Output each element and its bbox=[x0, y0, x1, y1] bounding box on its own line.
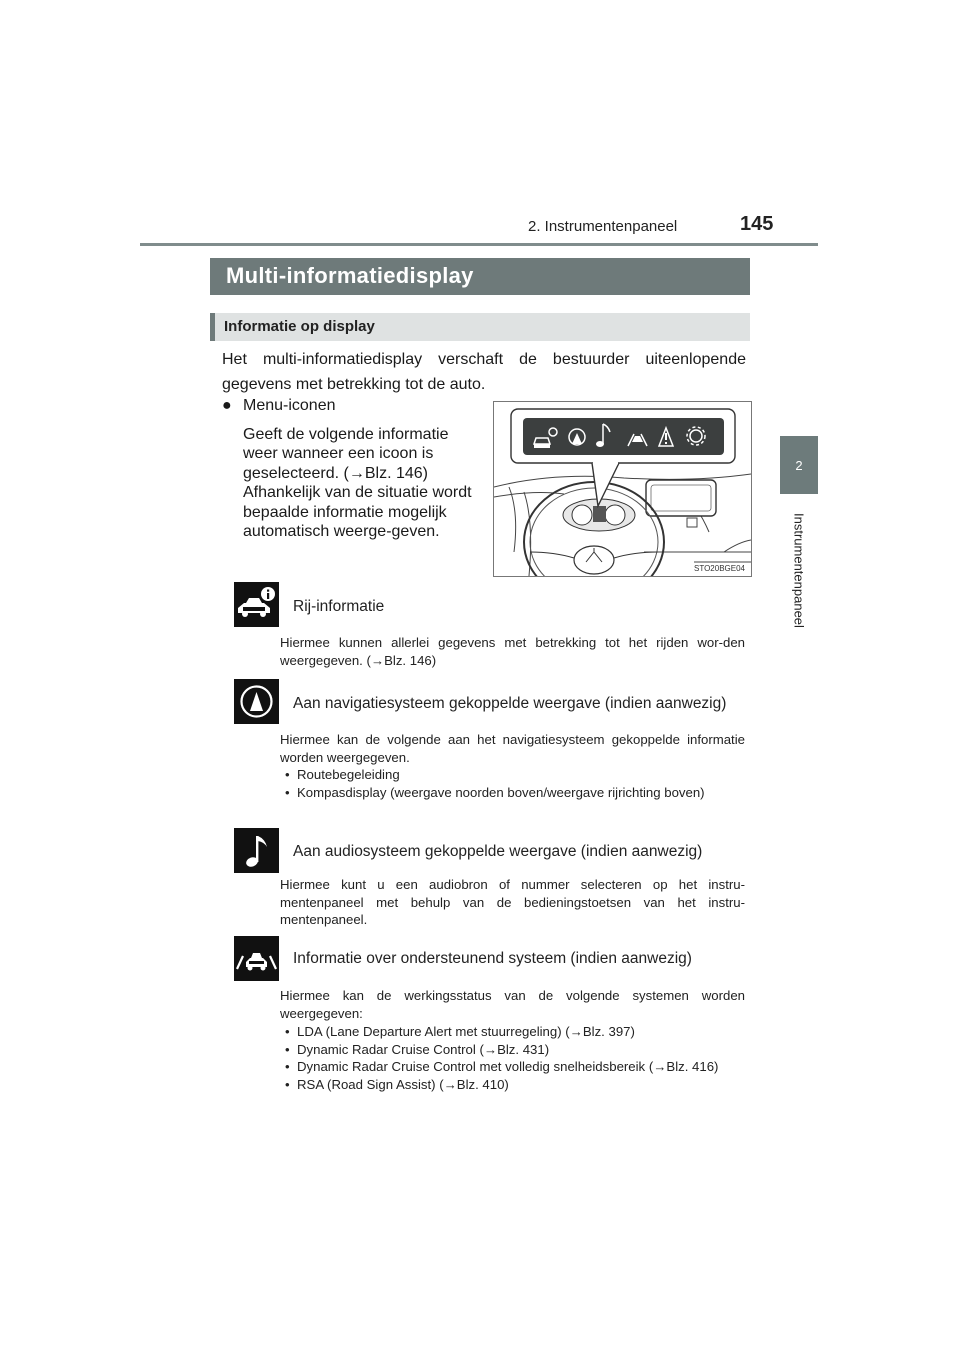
chapter-side-label bbox=[777, 505, 821, 635]
music-note-icon bbox=[234, 828, 279, 873]
chapter-tab-number: 2 bbox=[795, 457, 803, 473]
intro-paragraph: Het multi-informatiedisplay verschaft de bestuurder uiteenlopende gegevens met betrekking tot de auto. bbox=[222, 351, 746, 393]
chapter-side-label-text: Instrumentenpaneel bbox=[791, 512, 807, 628]
menu-desc-driving-support: Hiermee kan de werkingsstatus van de volgende systemen worden weergegeven: bbox=[280, 988, 745, 1021]
dashboard-drawing bbox=[494, 402, 751, 576]
subsection-title-bar bbox=[210, 313, 750, 341]
driving-support-system-list bbox=[280, 1023, 745, 1093]
menu-desc-navigation: Hiermee kan de volgende aan het navigatiesysteem gekoppelde informatie worden weergegeven. bbox=[280, 732, 745, 765]
menu-title-driving-support: Informatie over ondersteunend systeem (indien aanwezig) bbox=[293, 950, 692, 967]
menu-desc-driving-info: Hiermee kunnen allerlei gegevens met betrekking tot het rijden wor-den weergegeven. (→Blz. 146) bbox=[280, 635, 745, 668]
subsection-title: Informatie op display bbox=[224, 318, 375, 335]
dashboard-illustration bbox=[493, 401, 752, 577]
bullet-title: Menu-iconen bbox=[243, 397, 336, 414]
figure-code: STO20BGE04 bbox=[694, 564, 745, 573]
page-number: 145 bbox=[740, 213, 774, 235]
menu-desc-audio: Hiermee kunt u een audiobron of nummer selecteren op het instru-mentenpaneel met behulp van de bedieningstoetsen van het instru-mentenpaneel. bbox=[280, 877, 745, 928]
running-header-section: 2. Instrumentenpaneel bbox=[528, 218, 678, 235]
list-item: • RSA (Road Sign Assist) (→Blz. 410) bbox=[280, 1076, 745, 1094]
navigation-feature-list bbox=[280, 766, 745, 801]
header-divider bbox=[140, 243, 818, 246]
bullet-body: Geeft de volgende informatie weer wanneer een icoon is geselecteerd. (→Blz. 146) Afhankelijk van de situatie wordt bepaalde informatie mogelijk automatisch weerge-geven. bbox=[243, 426, 472, 541]
menu-title-navigation: Aan navigatiesysteem gekoppelde weergave (indien aanwezig) bbox=[293, 695, 727, 712]
list-item: • Kompasdisplay (weergave noorden boven/weergave rijrichting boven) bbox=[280, 784, 745, 802]
driving-support-icon bbox=[234, 936, 279, 981]
menu-title-audio: Aan audiosysteem gekoppelde weergave (indien aanwezig) bbox=[293, 843, 703, 860]
list-item: • Dynamic Radar Cruise Control met volledig snelheidsbereik (→Blz. 416) bbox=[280, 1058, 745, 1076]
subsection-accent bbox=[210, 313, 215, 341]
menu-title-driving-info: Rij-informatie bbox=[293, 598, 385, 615]
car-info-icon bbox=[234, 582, 279, 627]
list-item: • LDA (Lane Departure Alert met stuurregeling) (→Blz. 397) bbox=[280, 1023, 745, 1041]
bullet-marker: ● bbox=[222, 397, 232, 414]
list-item: • Routebegeleiding bbox=[280, 766, 745, 784]
navigation-icon bbox=[234, 679, 279, 724]
section-title-bar bbox=[210, 258, 750, 295]
section-title: Multi-informatiedisplay bbox=[226, 263, 474, 288]
chapter-tab bbox=[780, 436, 818, 494]
list-item: • Dynamic Radar Cruise Control (→Blz. 431) bbox=[280, 1041, 745, 1059]
